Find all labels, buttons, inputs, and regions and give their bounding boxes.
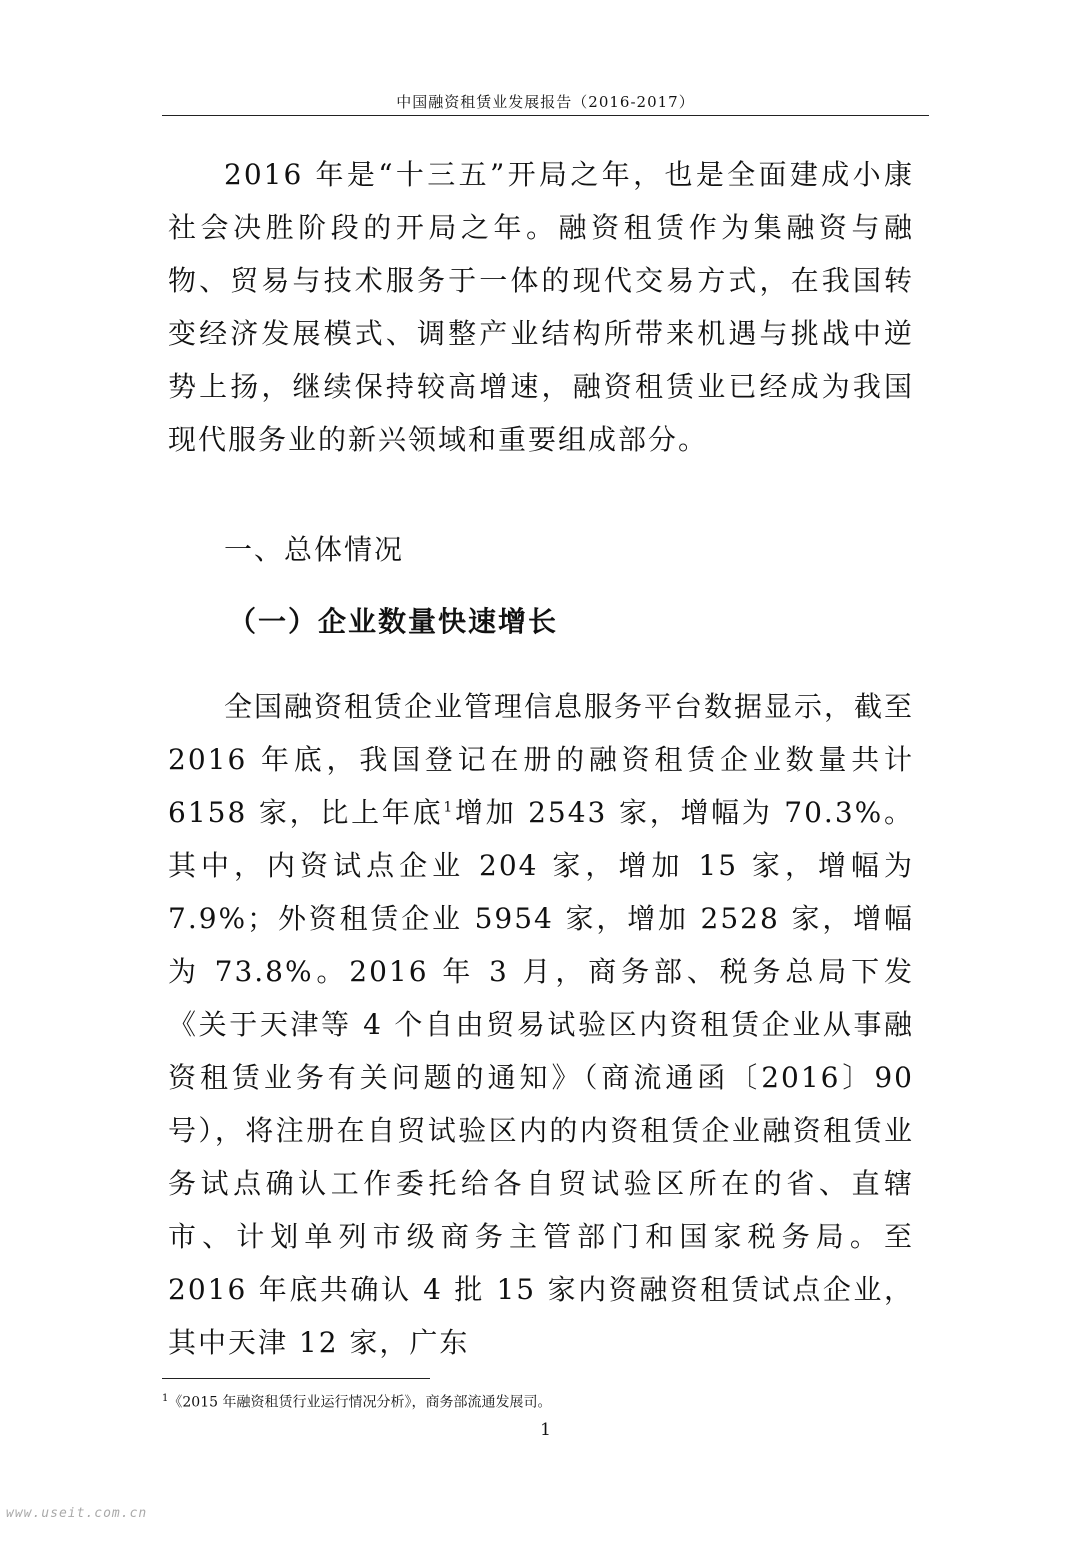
footnote-text: 《2015 年融资租赁行业运行情况分析》，商务部流通发展司。 [168, 1394, 552, 1411]
intro-paragraph: 2016 年是“十三五”开局之年，也是全面建成小康社会决胜阶段的开局之年。融资租赁作为集融资与融物、贸易与技术服务于一体的现代交易方式，在我国转变经济发展模式、调整产业结构所带来机遇与挑战中逆势上扬，继续保持较高增速，融资租赁业已经成为我国现代服务业的新兴领域和重要组成部分。 [168, 158, 914, 456]
enterprise-count-paragraph [168, 680, 914, 1369]
paragraph-text-start: 全国融资租赁企业管理信息服务平台数据显示，截至 2016 年底，我国登记在册的融资租赁企业数量共计 6158 家，比上年底 [168, 690, 915, 829]
footnote-reference[interactable]: 1 [443, 799, 455, 816]
page-number: 1 [540, 1420, 551, 1440]
footnote-divider [162, 1378, 430, 1379]
footnote [162, 1388, 922, 1414]
intro-section [168, 148, 914, 466]
footnote-mark: 1 [162, 1393, 169, 1404]
running-header: 中国融资租赁业发展报告（2016-2017） [396, 93, 695, 111]
watermark: www.useit.com.cn [6, 1506, 148, 1521]
header-divider [162, 115, 929, 116]
paragraph-text-end: 增加 2543 家，增幅为 70.3%。其中，内资试点企业 204 家，增加 15 家，增幅为 7.9%；外资租赁企业 5954 家，增加 2528 家，增幅为 73.8%。2016 年 3 月，商务部、税务总局下发《关于天津等 4 个自由贸易试验区内资租赁企业从事融资租赁业务有关问题的通知》（商流通函〔2016〕90 号），将注册在自贸试验区内的内资租赁企业融资租赁业务试点确认工作委托给各自贸试验区所在的省、直辖市、计划单列市级商务主管部门和国家税务局。至 2016 年底共确认 4 批 15 家内资融资租赁试点企业，其中天津 12 家，广东 [168, 796, 914, 1359]
enterprise-count-section [168, 680, 914, 1369]
section-heading: 一、总体情况 [224, 533, 405, 566]
subsection-heading: （一）企业数量快速增长 [228, 605, 559, 638]
